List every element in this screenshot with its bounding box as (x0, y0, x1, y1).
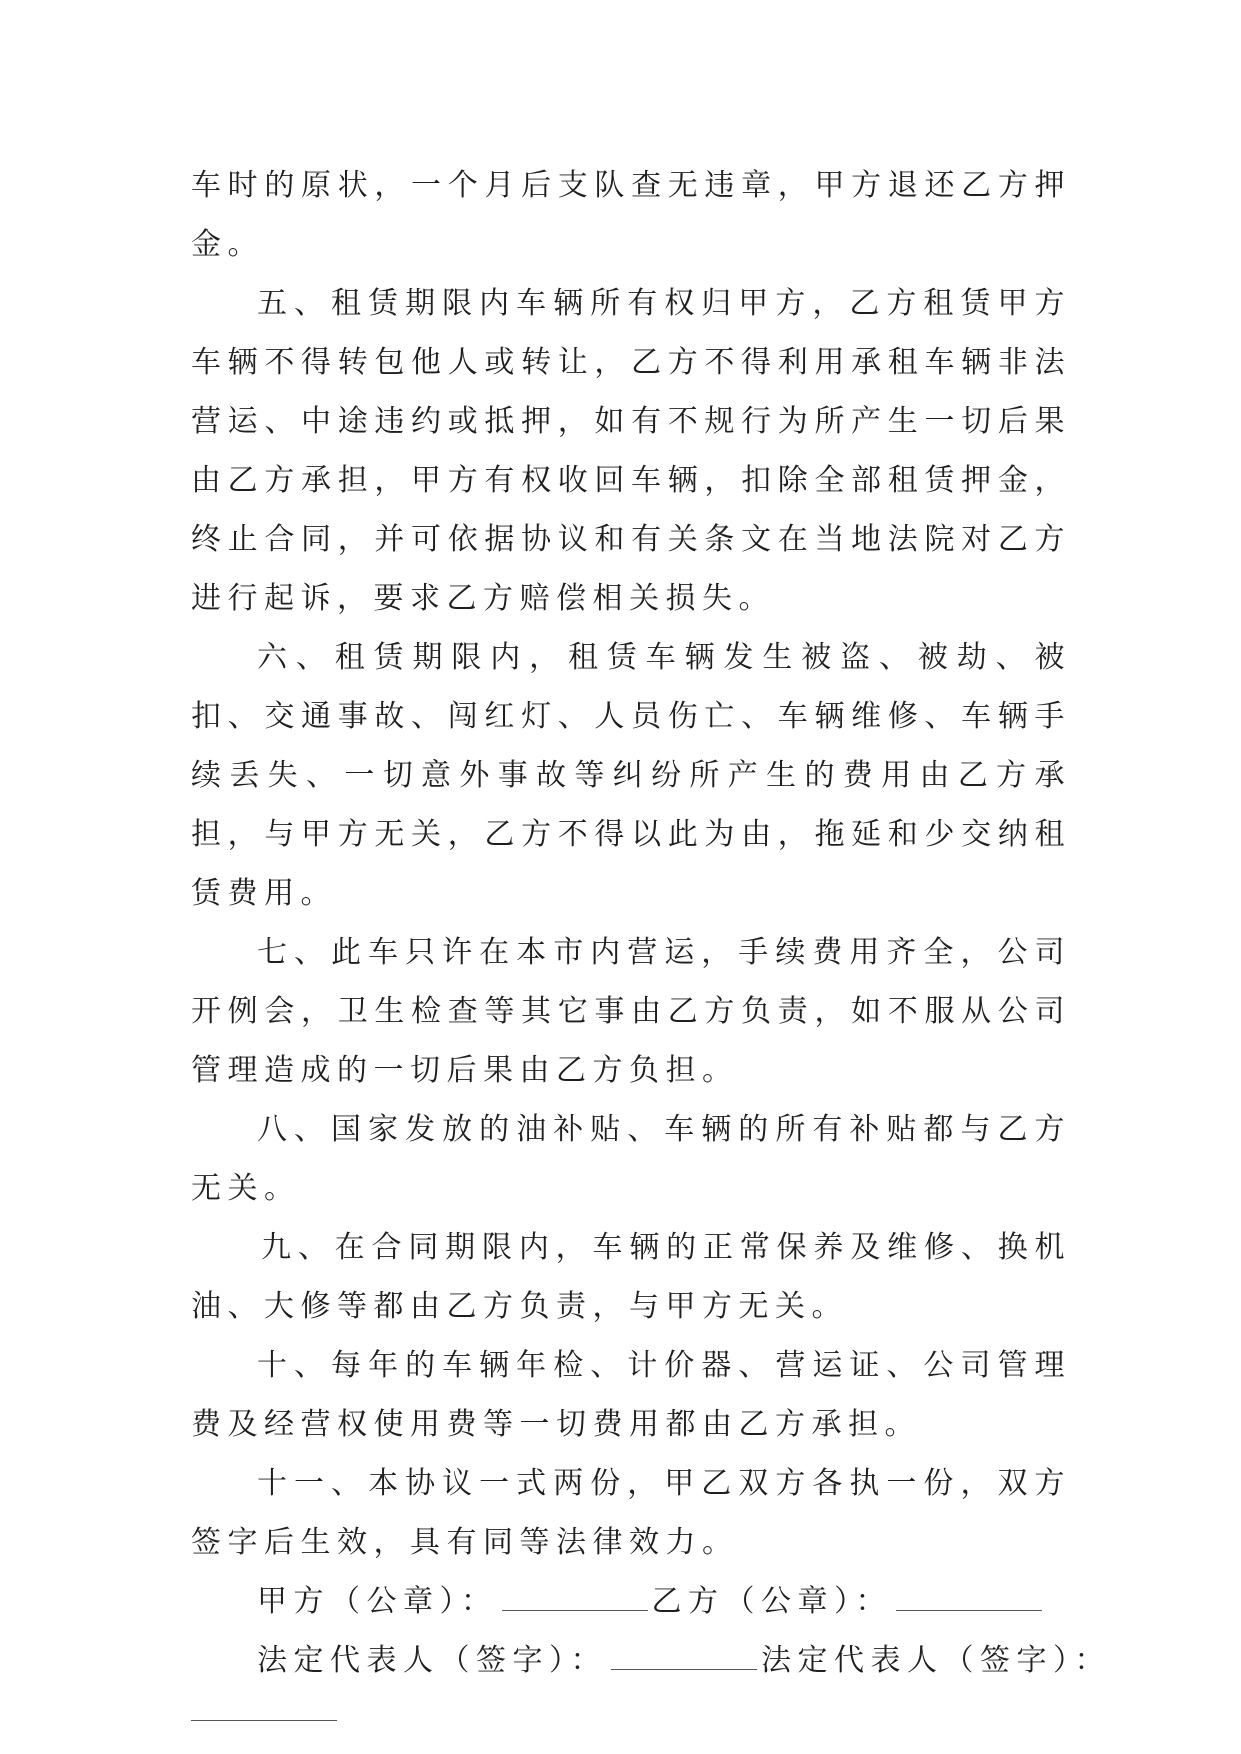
paragraph-clause-10: 十、每年的车辆年检、计价器、营运证、公司管理费及经营权使用费等一切费用都由乙方承担。 (191, 1348, 1071, 1442)
paragraph-clause-7: 七、此车只许在本市内营运，手续费用齐全，公司开例会，卫生检查等其它事由乙方负责，如不服从公司管理造成的一切后果由乙方负担。 (191, 935, 1071, 1088)
paragraph-clause-5: 五、租赁期限内车辆所有权归甲方，乙方租赁甲方车辆不得转包他人或转让，乙方不得利用承租车辆非法营运、中途违约或抵押，如有不规行为所产生一切后果由乙方承担，甲方有权收回车辆，扣除全部租赁押金，终止合同，并可依据协议和有关条文在当地法院对乙方进行起诉，要求乙方赔偿相关损失。 (191, 286, 1071, 616)
party-b-seal-label: 乙方（公章）： (651, 1584, 892, 1619)
party-a-rep-label: 法定代表人（签字）： (257, 1643, 607, 1678)
party-b-rep-blank[interactable] (191, 1690, 337, 1721)
contract-body (191, 156, 1111, 1721)
party-a-rep-blank[interactable] (611, 1647, 757, 1670)
paragraph-clause-11: 十一、本协议一式两份，甲乙双方各执一份，双方签字后生效，具有同等法律效力。 (191, 1466, 1071, 1560)
paragraph-clause-9: 九、在合同期限内，车辆的正常保养及维修、换机油、大修等都由乙方负责，与甲方无关。 (191, 1230, 1071, 1324)
party-a-seal-label: 甲方（公章）： (257, 1584, 498, 1619)
party-b-rep-label: 法定代表人（签字）： (761, 1643, 1111, 1678)
party-a-seal-blank[interactable] (502, 1588, 648, 1611)
paragraph-clause-8: 八、国家发放的油补贴、车辆的所有补贴都与乙方无关。 (191, 1112, 1071, 1206)
party-b-seal-blank[interactable] (896, 1588, 1042, 1611)
paragraph-clause-6: 六、租赁期限内，租赁车辆发生被盗、被劫、被扣、交通事故、闯红灯、人员伤亡、车辆维修、车辆手续丢失、一切意外事故等纠纷所产生的费用由乙方承担，与甲方无关，乙方不得以此为由，拖延和少交纳租赁费用。 (191, 640, 1071, 911)
seal-signature-line (191, 1572, 1071, 1631)
paragraph-continued: 车时的原状，一个月后支队查无违章，甲方退还乙方押金。 (191, 168, 1071, 262)
representative-signature-line (191, 1631, 1111, 1690)
